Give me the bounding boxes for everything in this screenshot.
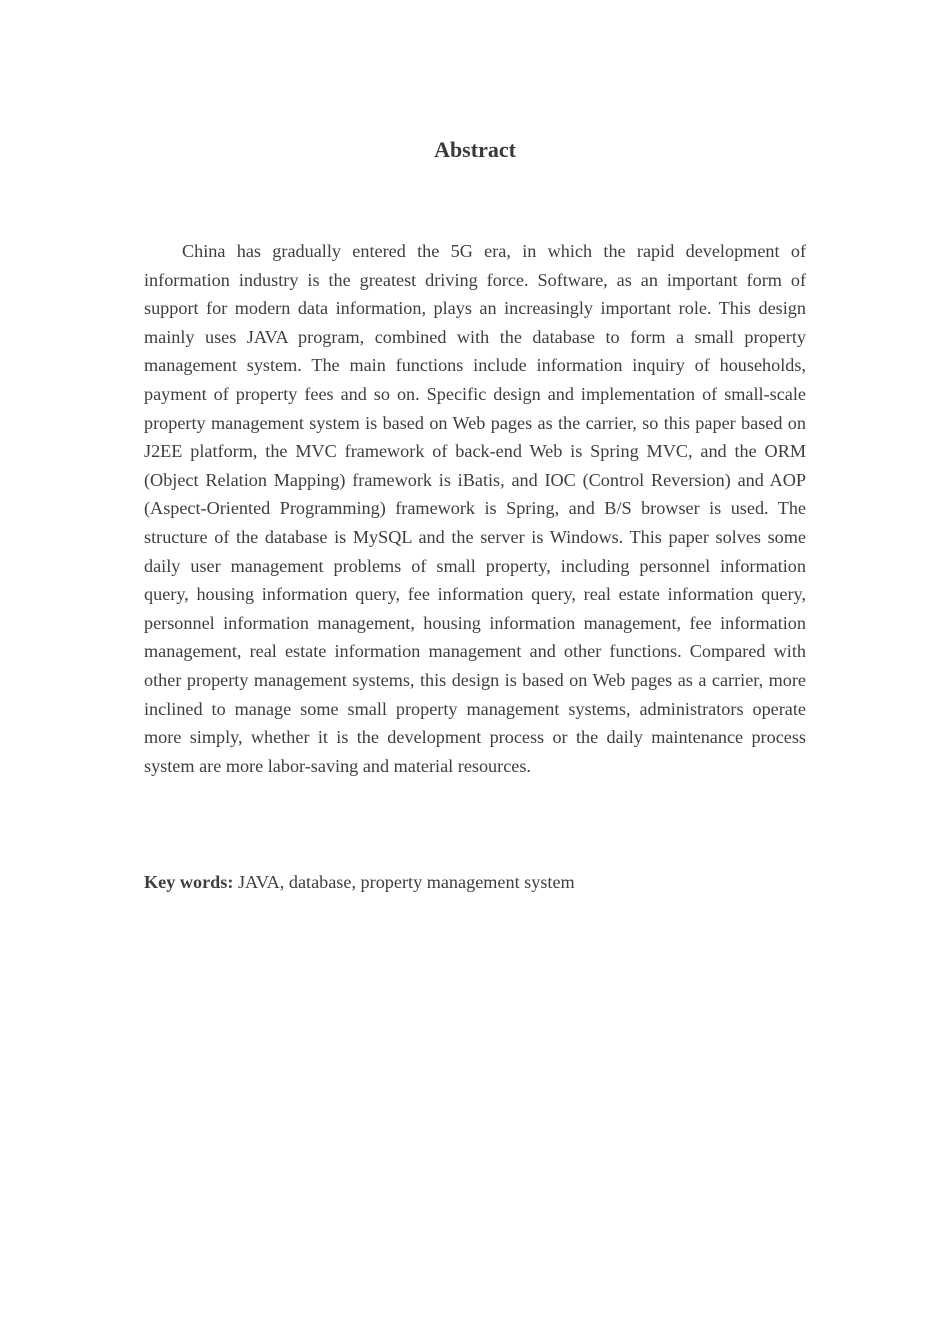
keywords-label: Key words: (144, 872, 234, 892)
abstract-title: Abstract (434, 137, 516, 162)
abstract-body: China has gradually entered the 5G era, in which the rapid development of information industry is the greatest driving force. Software, as an important form of support for modern data information, plays an increasingly important role. This design mainly uses JAVA program, combined with the database to form a small property management system. The main functions include information inquiry of households, payment of property fees and so on. Specific design and implementation of small-scale property management system is based on Web pages as the carrier, so this paper based on J2EE platform, the MVC framework of back-end Web is Spring MVC, and the ORM (Object Relation Mapping) framework is iBatis, and IOC (Control Reversion) and AOP (Aspect-Oriented Programming) framework is Spring, and B/S browser is used. The structure of the database is MySQL and the server is Windows. This paper solves some daily user management problems of small property, including personnel information query, housing information query, fee information query, real estate information query, personnel information management, housing information management, fee information management, real estate information management and other functions. Compared with other property management systems, this design is based on Web pages as a carrier, more inclined to manage some small property management systems, administrators operate more simply, whether it is the development process or the daily maintenance process system are more labor-saving and material resources. (144, 241, 806, 776)
keywords-text: JAVA, database, property management system (237, 872, 575, 892)
keywords-line (144, 868, 806, 896)
